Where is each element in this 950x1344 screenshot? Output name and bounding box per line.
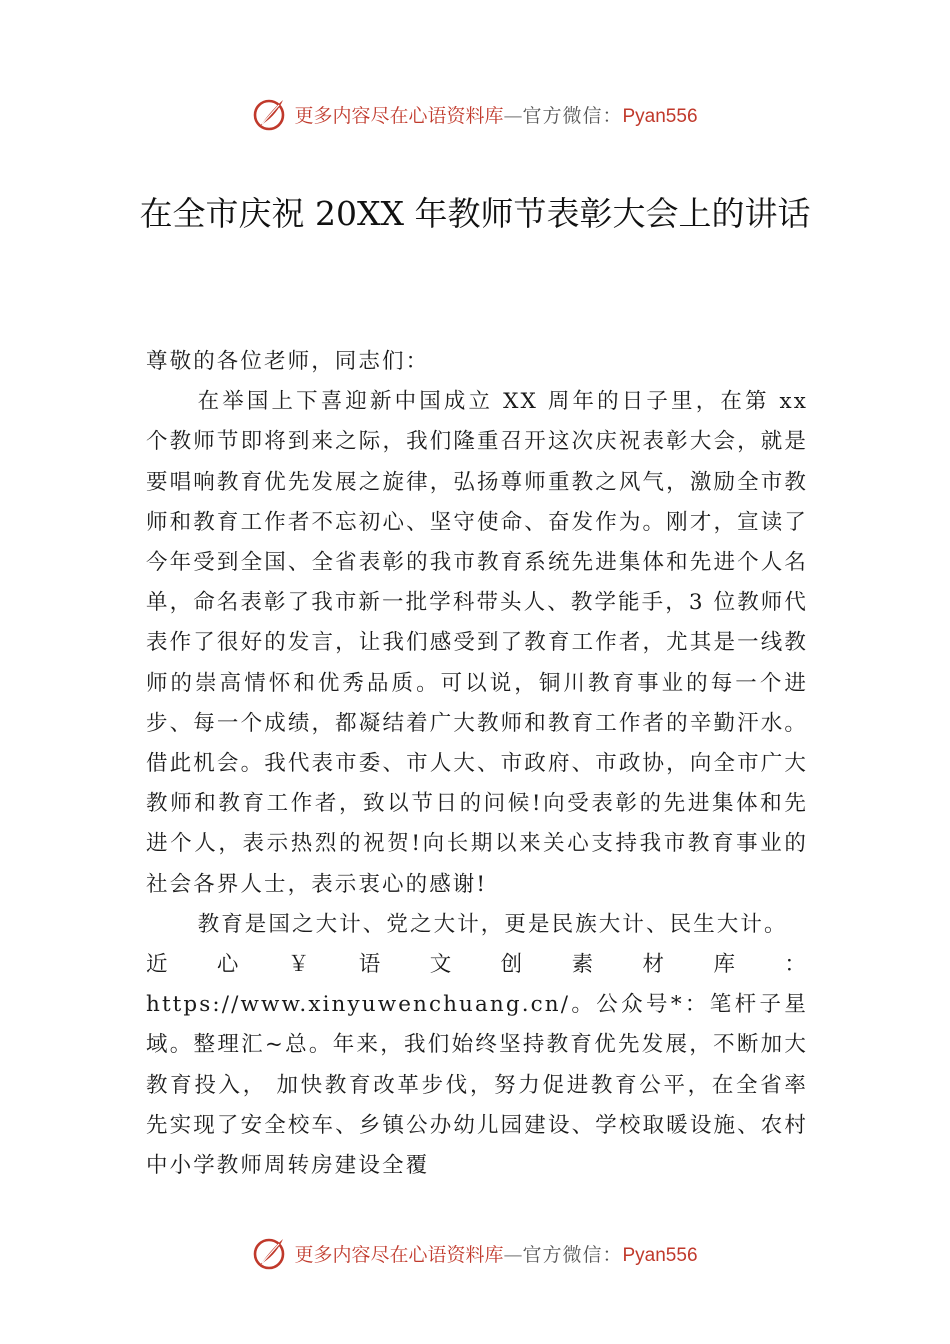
paragraph: 教育是国之大计、党之大计，更是民族大计、民生大计。	[197, 911, 788, 937]
document-title: 在全市庆祝 20XX 年教师节表彰大会上的讲话	[139, 194, 811, 233]
banner-dash: —	[503, 1243, 523, 1266]
footer-banner-text	[294, 1240, 697, 1267]
wechat-id: Pyan556	[622, 1244, 698, 1266]
wechat-label: 官方微信：	[522, 1243, 623, 1266]
quill-logo-icon	[252, 96, 288, 132]
paragraph: 在举国上下喜迎新中国成立 XX 周年的日子里，在第 xx 个教师节即将到来之际，我们隆重召开这次庆祝表彰大会，就是要唱响教育优先发展之旋律，弘扬尊师重教之风气，激励全市教师和教育工作者不忘初心、坚守使命、奋发作为。刚才，宣读了今年受到全国、全省表彰的我市教育系统先进集体和先进个人名单，命名表彰了我市新一批学科带头人、教学能手，3 位教师代表作了很好的发言，让我们感受到了教育工作者，尤其是一线教师的崇高情怀和优秀品质。可以说，铜川教育事业的每一个进步、每一个成绩，都凝结着广大教师和教育工作者的辛勤汗水。借此机会。我代表市委、市人大、市政府、市政协，向全市广大教师和教育工作者，致以节日的问候!向受表彰的先进集体和先进个人，表示热烈的祝贺!向长期以来关心支持我市教育事业的社会各界人士，表示衷心的感谢!	[146, 389, 808, 897]
wechat-label: 官方微信：	[522, 104, 623, 127]
wechat-id: Pyan556	[622, 105, 698, 127]
salutation: 尊敬的各位老师，同志们：	[146, 349, 430, 374]
site-name: 更多内容尽在心语资料库	[294, 104, 504, 127]
banner-dash: —	[503, 104, 523, 127]
header-banner-text	[294, 101, 697, 128]
paragraph-continuation: 近心￥语文创素材库：https://www.xinyuwenchuang.cn/。公众号*：笔杆子星域。整理汇~总。年来，我们始终坚持教育优先发展，不断加大教育投入， 加快教育改革步伐，努力促进教育公平，在全省率先实现了安全校车、乡镇公办幼儿园建设、学校取暖设施、农村中小学教师周转房建设全覆	[146, 952, 808, 1179]
document-body	[146, 342, 808, 1186]
quill-logo-icon	[252, 1235, 288, 1271]
site-name: 更多内容尽在心语资料库	[294, 1243, 504, 1266]
header-banner	[0, 94, 950, 134]
footer-banner	[0, 1233, 950, 1273]
